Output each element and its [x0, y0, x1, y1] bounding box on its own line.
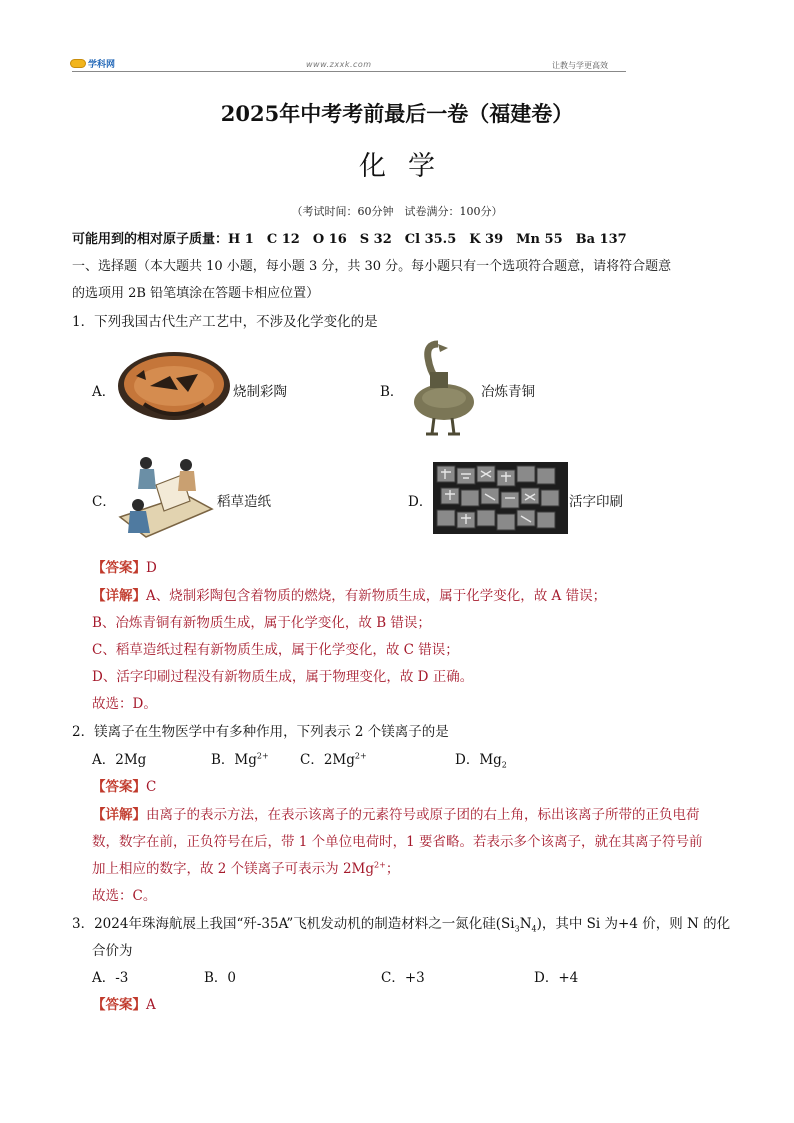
- movable-type-blocks-icon: [433, 462, 568, 534]
- exam-info: （考试时间：60分钟 试卷满分：100分）: [291, 205, 503, 218]
- detail-text: A、烧制彩陶包含着物质的燃烧，有新物质生成，属于化学变化，故 A 错误；: [146, 588, 607, 604]
- answer-tag: 【答案】: [92, 997, 146, 1013]
- q2-conclusion: 故选：C。: [92, 888, 157, 904]
- q2-option-a: A．2Mg: [92, 752, 147, 768]
- bronze-goose-lamp-icon: [404, 338, 476, 438]
- q1-stem: 1．下列我国古代生产工艺中，不涉及化学变化的是: [72, 314, 378, 330]
- logo-icon: [70, 59, 86, 68]
- q2-detail-line-1: [92, 803, 700, 823]
- detail-text: 由离子的表示方法，在表示该离子的元素符号或原子团的右上角，标出该离子所带的正负电荷: [146, 807, 700, 823]
- detail-tag: 【详解】: [92, 588, 146, 604]
- q2-option-c: C．$2Mg^{2+}$: [300, 751, 367, 768]
- header-divider: [72, 71, 626, 72]
- section-heading-line1: 一、选择题（本大题共 10 小题，每小题 3 分，共 30 分。每小题只有一个选项符合题意，请将符合题意: [72, 259, 672, 274]
- answer-tag: 【答案】: [92, 779, 146, 795]
- q1-option-d-letter: D．: [408, 494, 433, 510]
- q3-stem-line2: 合价为: [92, 943, 133, 959]
- q1-option-d-label: 活字印刷: [569, 494, 623, 510]
- q3-option-d: D．+4: [534, 970, 579, 986]
- answer-value: C: [146, 779, 157, 795]
- q1-option-b-label: 冶炼青铜: [481, 384, 535, 400]
- answer-tag: 【答案】: [92, 560, 146, 576]
- site-logo: [70, 56, 115, 70]
- q2-stem: 2．镁离子在生物医学中有多种作用，下列表示 2 个镁离子的是: [72, 724, 449, 740]
- atomic-masses: 可能用到的相对原子质量：H 1 C 12 O 16 S 32 Cl 35.5 K 39 Mn 55 Ba 137: [72, 232, 627, 247]
- q3-option-a: A．-3: [92, 970, 129, 986]
- painted-pottery-bowl-icon: [116, 346, 232, 428]
- q1-detail-line-1: [92, 584, 606, 604]
- q1-option-c-label: 稻草造纸: [217, 494, 271, 510]
- q2-detail-line-2: 数，数字在前，正负符号在后，带 1 个单位电荷时，1 要省略。若表示多个该离子，就在其离子符号前: [92, 834, 703, 850]
- answer-value: D: [146, 560, 157, 576]
- q1-detail-line-4: D、活字印刷过程没有新物质生成，属于物理变化，故 D 正确。: [92, 669, 474, 685]
- q3-answer: [92, 993, 156, 1013]
- q1-option-a-letter: A．: [92, 384, 116, 400]
- q2-option-b: B．$Mg^{2+}$: [211, 751, 269, 768]
- q2-answer: [92, 775, 156, 795]
- q2-detail-line-3: 加上相应的数字，故 2 个镁离子可表示为 $2Mg^{2+}$；: [92, 860, 400, 877]
- q3-option-c: C．+3: [381, 970, 425, 986]
- q1-answer: [92, 556, 157, 576]
- subject-title: 化学: [359, 151, 457, 182]
- q1-detail-line-3: C、稻草造纸过程有新物质生成，属于化学变化，故 C 错误；: [92, 642, 459, 658]
- papermaking-workers-icon: [116, 455, 216, 545]
- logo-text: 学科网: [88, 59, 116, 70]
- q3-stem-line1: 3．2024年珠海航展上我国“歼-35A”飞机发动机的制造材料之一氮化硅$(Si_3N_4)$，其中 Si 为+4 价，则 N 的化: [72, 916, 731, 934]
- q1-conclusion: 故选：D。: [92, 696, 157, 712]
- header-slogan: 让教与学更高效: [552, 61, 608, 70]
- detail-tag: 【详解】: [92, 807, 146, 823]
- q1-option-a-label: 烧制彩陶: [233, 384, 287, 400]
- section-heading-line2: 的选项用 2B 铅笔填涂在答题卡相应位置）: [72, 286, 320, 301]
- q1-detail-line-2: B、冶炼青铜有新物质生成，属于化学变化，故 B 错误；: [92, 615, 431, 631]
- q2-option-d: D．$Mg_2$: [455, 752, 507, 770]
- q1-option-b-letter: B．: [380, 384, 404, 400]
- q1-option-c-letter: C．: [92, 494, 116, 510]
- header-url: www.zxxk.com: [306, 60, 372, 69]
- q3-option-b: B．0: [204, 970, 237, 986]
- page-title: 2025年中考考前最后一卷（福建卷）: [220, 101, 574, 126]
- answer-value: A: [146, 997, 156, 1013]
